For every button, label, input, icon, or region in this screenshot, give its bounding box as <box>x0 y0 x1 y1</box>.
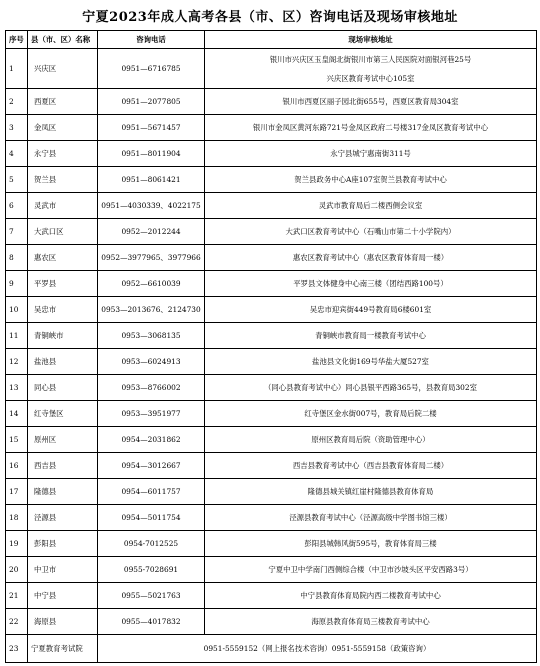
row-address <box>205 193 537 219</box>
address-line: 隆德县城关镇红崖村隆德县教育体育局 <box>307 486 434 496</box>
address-line: （同心县教育考试中心）同心县银平西路365号，县教育局302室 <box>264 382 477 392</box>
table-row <box>6 583 537 609</box>
row-address <box>205 349 537 375</box>
row-seq: 19 <box>6 531 28 557</box>
address-line: 西吉县教育考试中心（西吉县教育体育局二楼） <box>292 460 449 470</box>
row-county: 灵武市 <box>28 193 98 219</box>
address-line: 中宁县教育体育局院内西二楼教育考试中心 <box>300 590 441 600</box>
row-phone: 0954—2031862 <box>98 427 205 453</box>
row-phone: 0955—4017832 <box>98 609 205 635</box>
row-address <box>205 141 537 167</box>
table-row <box>6 245 537 271</box>
table-row <box>6 89 537 115</box>
row-contact-info: 0951-5559152（网上报名技术咨询）0951-5559158（政策咨询） <box>98 635 537 663</box>
row-county: 宁夏教育考试院 <box>28 635 98 663</box>
row-phone: 0953—2013676、2124730 <box>98 297 205 323</box>
address-line: 海原县教育体育局三楼教育考试中心 <box>311 616 430 626</box>
row-county: 贺兰县 <box>28 167 98 193</box>
row-county: 西吉县 <box>28 453 98 479</box>
header-phone: 咨询电话 <box>98 31 205 49</box>
row-address <box>205 167 537 193</box>
row-seq: 12 <box>6 349 28 375</box>
row-seq: 20 <box>6 557 28 583</box>
row-address <box>205 427 537 453</box>
table-body <box>6 49 537 663</box>
row-address <box>205 49 537 89</box>
row-county: 永宁县 <box>28 141 98 167</box>
row-address <box>205 453 537 479</box>
row-phone: 0952—3977965、3977966 <box>98 245 205 271</box>
row-seq: 8 <box>6 245 28 271</box>
row-seq: 23 <box>6 635 28 663</box>
header-seq: 序号 <box>6 31 28 49</box>
row-county: 海原县 <box>28 609 98 635</box>
row-county: 中宁县 <box>28 583 98 609</box>
row-county: 青铜峡市 <box>28 323 98 349</box>
table-row <box>6 557 537 583</box>
table-row <box>6 167 537 193</box>
row-seq: 17 <box>6 479 28 505</box>
header-county: 县（市、区）名称 <box>28 31 98 49</box>
row-seq: 15 <box>6 427 28 453</box>
row-address <box>205 479 537 505</box>
table-header-row <box>6 31 537 49</box>
row-address <box>205 271 537 297</box>
row-address <box>205 375 537 401</box>
address-line: 大武口区教育考试中心（石嘴山市第二十小学院内） <box>285 226 456 236</box>
address-line: 银川市兴庆区玉皇阁北街银川市第三人民医院对面银河巷25号 <box>269 54 472 64</box>
row-county: 西夏区 <box>28 89 98 115</box>
address-line: 灵武市教育局后二楼西侧会议室 <box>318 200 423 210</box>
table-row <box>6 609 537 635</box>
row-address <box>205 531 537 557</box>
row-seq: 4 <box>6 141 28 167</box>
row-phone: 0952—2012244 <box>98 219 205 245</box>
row-county: 同心县 <box>28 375 98 401</box>
row-seq: 14 <box>6 401 28 427</box>
row-address <box>205 89 537 115</box>
row-seq: 18 <box>6 505 28 531</box>
address-line: 银川市西夏区丽子园北街655号，西夏区教育局304室 <box>282 96 459 106</box>
row-seq: 5 <box>6 167 28 193</box>
table-row <box>6 297 537 323</box>
row-county: 原州区 <box>28 427 98 453</box>
row-address <box>205 245 537 271</box>
address-line: 惠农区教育考试中心（惠农区教育体育局一楼） <box>292 252 449 262</box>
row-phone: 0954—3012667 <box>98 453 205 479</box>
row-address <box>205 401 537 427</box>
row-county: 中卫市 <box>28 557 98 583</box>
table-row-summary <box>6 635 537 663</box>
row-county: 隆德县 <box>28 479 98 505</box>
table-row <box>6 193 537 219</box>
table-row <box>6 531 537 557</box>
row-seq: 2 <box>6 89 28 115</box>
row-seq: 10 <box>6 297 28 323</box>
row-seq: 6 <box>6 193 28 219</box>
address-line: 银川市金凤区黄河东路721号金凤区政府二号楼317金凤区教育考试中心 <box>252 122 489 132</box>
row-seq: 9 <box>6 271 28 297</box>
row-phone: 0953—3951977 <box>98 401 205 427</box>
table-row <box>6 427 537 453</box>
consultation-table <box>5 30 537 663</box>
row-county: 吴忠市 <box>28 297 98 323</box>
row-seq: 7 <box>6 219 28 245</box>
row-seq: 11 <box>6 323 28 349</box>
row-county: 泾源县 <box>28 505 98 531</box>
row-phone: 0954—5011754 <box>98 505 205 531</box>
row-address <box>205 115 537 141</box>
row-seq: 16 <box>6 453 28 479</box>
row-address <box>205 323 537 349</box>
row-phone: 0951—4030339、4022175 <box>98 193 205 219</box>
table-row <box>6 479 537 505</box>
address-line: 宁夏中卫中学南门西侧综合楼（中卫市沙坡头区平安西路3号） <box>268 564 473 574</box>
row-address <box>205 609 537 635</box>
row-county: 兴庆区 <box>28 49 98 89</box>
row-phone: 0954—6011757 <box>98 479 205 505</box>
row-phone: 0951—5671457 <box>98 115 205 141</box>
row-phone: 0951—6716785 <box>98 49 205 89</box>
table-row <box>6 49 537 89</box>
row-address <box>205 583 537 609</box>
row-county: 大武口区 <box>28 219 98 245</box>
table-row <box>6 271 537 297</box>
address-line: 原州区教育局后院（资助管理中心） <box>311 434 430 444</box>
row-county: 平罗县 <box>28 271 98 297</box>
address-line: 泾源县教育考试中心（泾源高级中学图书馆三楼） <box>289 512 452 522</box>
row-phone: 0955—5021763 <box>98 583 205 609</box>
row-phone: 0951—8011904 <box>98 141 205 167</box>
address-line: 彭阳县城韩风街595号，教育体育局三楼 <box>304 538 437 548</box>
row-seq: 1 <box>6 49 28 89</box>
row-phone: 0954-7012525 <box>98 531 205 557</box>
header-address: 现场审核地址 <box>205 31 537 49</box>
row-county: 惠农区 <box>28 245 98 271</box>
row-phone: 0951—2077805 <box>98 89 205 115</box>
address-line: 贺兰县政务中心A座107室贺兰县教育考试中心 <box>294 174 447 184</box>
row-seq: 22 <box>6 609 28 635</box>
address-line: 吴忠市迎宾街449号教育局6楼601室 <box>309 304 432 314</box>
row-county: 盐池县 <box>28 349 98 375</box>
row-address <box>205 505 537 531</box>
table-row <box>6 375 537 401</box>
row-seq: 3 <box>6 115 28 141</box>
row-county: 红寺堡区 <box>28 401 98 427</box>
row-phone: 0955-7028691 <box>98 557 205 583</box>
table-row <box>6 323 537 349</box>
row-phone: 0953—6024913 <box>98 349 205 375</box>
table-row <box>6 219 537 245</box>
address-line: 盐池县文化街169号华盐大厦527室 <box>312 356 429 366</box>
row-address <box>205 219 537 245</box>
address-line: 平罗县文体健身中心南三楼（团结西路100号） <box>293 278 448 288</box>
table-row <box>6 401 537 427</box>
table-row <box>6 453 537 479</box>
row-phone: 0953—3068135 <box>98 323 205 349</box>
row-seq: 21 <box>6 583 28 609</box>
address-line: 兴庆区教育考试中心105室 <box>326 73 415 83</box>
document-title: 宁夏2023年成人高考各县（市、区）咨询电话及现场审核地址 <box>82 10 458 25</box>
table-row <box>6 349 537 375</box>
address-line: 红寺堡区金水街007号，教育局后院二楼 <box>304 408 437 418</box>
address-line: 青铜峡市教育局一楼教育考试中心 <box>315 330 426 340</box>
row-address <box>205 297 537 323</box>
row-county: 金凤区 <box>28 115 98 141</box>
table-row <box>6 505 537 531</box>
table-row <box>6 115 537 141</box>
row-county: 彭阳县 <box>28 531 98 557</box>
row-phone: 0953—8766002 <box>98 375 205 401</box>
address-line: 永宁县城宁惠南街311号 <box>330 148 411 158</box>
row-address <box>205 557 537 583</box>
row-phone: 0952—6610039 <box>98 271 205 297</box>
row-seq: 13 <box>6 375 28 401</box>
row-phone: 0951—8061421 <box>98 167 205 193</box>
table-row <box>6 141 537 167</box>
